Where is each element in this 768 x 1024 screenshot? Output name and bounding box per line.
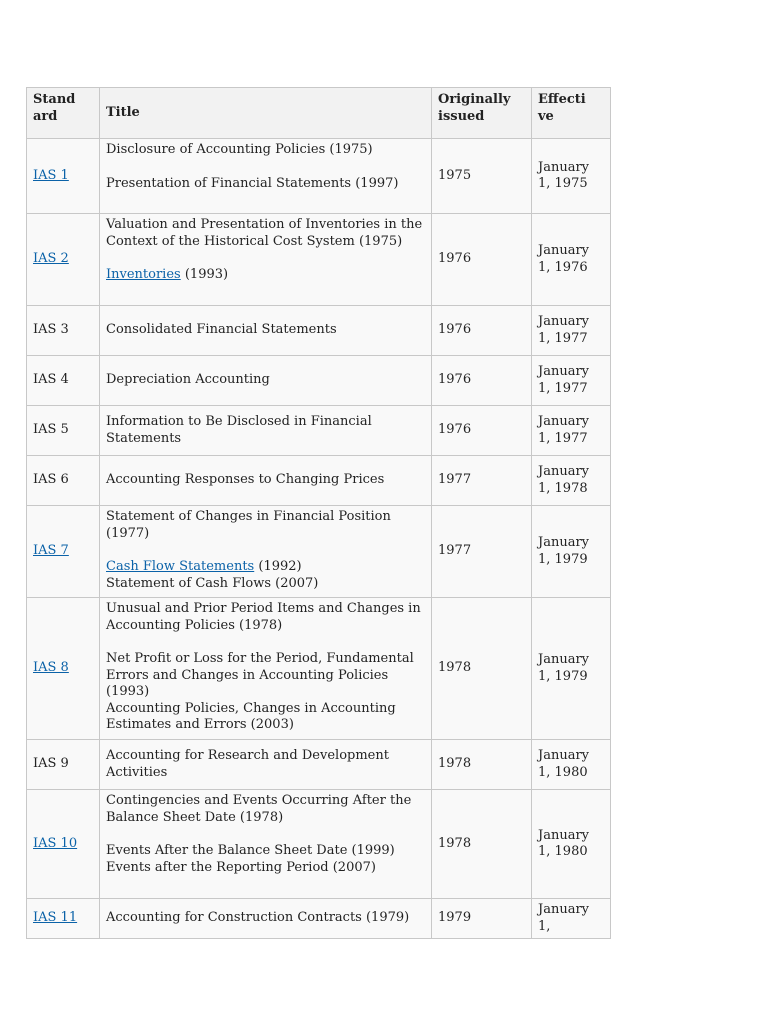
title-text: (1992) (254, 559, 302, 574)
title-line (106, 860, 425, 877)
standard-cell (27, 899, 100, 939)
header-title: Title (100, 88, 432, 139)
title-line (106, 322, 425, 339)
title-text: Events after the Reporting Period (2007) (106, 859, 376, 875)
title-link[interactable]: Inventories (106, 267, 181, 282)
originally-issued-cell: 1977 (432, 456, 532, 506)
standard-cell (27, 406, 100, 456)
standard-cell (27, 214, 100, 306)
title-text: Statement of Cash Flows (2007) (106, 575, 319, 591)
originally-issued-cell: 1976 (432, 214, 532, 306)
standard-label: IAS 9 (33, 756, 69, 772)
title-line (106, 509, 425, 542)
title-spacer (106, 826, 425, 843)
standard-link[interactable]: IAS 1 (33, 167, 69, 183)
originally-issued-cell: 1977 (432, 506, 532, 598)
standard-cell (27, 356, 100, 406)
title-text: Accounting Policies, Changes in Accounting Estimates and Errors (2003) (106, 700, 396, 732)
standard-cell (27, 456, 100, 506)
originally-issued-cell: 1978 (432, 598, 532, 740)
title-spacer (106, 159, 425, 176)
title-line (106, 267, 425, 284)
effective-cell: January 1, 1980 (532, 790, 611, 899)
effective-cell: January 1, 1977 (532, 356, 611, 406)
title-line (106, 176, 425, 193)
standard-cell (27, 790, 100, 899)
standard-label: IAS 5 (33, 422, 69, 438)
title-cell (100, 790, 432, 899)
title-line (106, 748, 425, 781)
title-text: Depreciation Accounting (106, 372, 270, 388)
table-row (27, 214, 611, 306)
originally-issued-cell: 1978 (432, 740, 532, 790)
standard-link[interactable]: IAS 8 (33, 660, 69, 676)
standard-label: IAS 4 (33, 372, 69, 388)
title-line (106, 910, 425, 927)
standard-cell (27, 306, 100, 356)
title-text: Contingencies and Events Occurring After the Balance Sheet Date (1978) (106, 793, 412, 825)
title-line (106, 472, 425, 489)
title-line (106, 372, 425, 389)
title-line (106, 601, 425, 634)
effective-cell: January 1, 1975 (532, 139, 611, 214)
title-text: (1993) (180, 267, 229, 282)
standard-cell (27, 740, 100, 790)
table-row (27, 899, 611, 939)
title-text: Events After the Balance Sheet Date (1999) (106, 843, 395, 858)
title-cell (100, 139, 432, 214)
effective-cell: January 1, 1977 (532, 306, 611, 356)
title-cell (100, 740, 432, 790)
table-row (27, 506, 611, 598)
title-text: Accounting for Construction Contracts (1979) (106, 910, 410, 926)
title-text: Disclosure of Accounting Policies (1975) (106, 142, 373, 157)
table-row (27, 139, 611, 214)
standard-link[interactable]: IAS 7 (33, 543, 69, 559)
title-line (106, 843, 425, 860)
table-row (27, 306, 611, 356)
title-line (106, 701, 425, 734)
title-spacer (106, 542, 425, 559)
header-originally-issued: Originally issued (432, 88, 532, 139)
title-line (106, 414, 425, 447)
title-cell (100, 406, 432, 456)
originally-issued-cell: 1979 (432, 899, 532, 939)
standard-cell (27, 139, 100, 214)
title-cell (100, 356, 432, 406)
title-spacer (106, 634, 425, 651)
title-text: Presentation of Financial Statements (1997) (106, 175, 399, 191)
title-line (106, 651, 425, 701)
title-cell (100, 506, 432, 598)
title-line (106, 217, 425, 250)
effective-cell: January 1, 1979 (532, 506, 611, 598)
title-line (106, 142, 425, 159)
title-cell (100, 456, 432, 506)
originally-issued-cell: 1976 (432, 406, 532, 456)
title-line (106, 559, 425, 576)
standard-cell (27, 506, 100, 598)
originally-issued-cell: 1976 (432, 306, 532, 356)
originally-issued-cell: 1978 (432, 790, 532, 899)
standard-cell (27, 598, 100, 740)
title-text: Accounting for Research and Development Activities (106, 748, 389, 780)
table-row (27, 598, 611, 740)
title-line (106, 793, 425, 826)
originally-issued-cell: 1976 (432, 356, 532, 406)
title-text: Net Profit or Loss for the Period, Fundamental Errors and Changes in Accounting Policies (1993) (106, 651, 414, 699)
title-cell (100, 899, 432, 939)
effective-cell: January 1, 1977 (532, 406, 611, 456)
effective-cell: January 1, (532, 899, 611, 939)
standard-link[interactable]: IAS 10 (33, 835, 78, 851)
title-cell (100, 598, 432, 740)
title-text: Consolidated Financial Statements (106, 322, 337, 338)
title-text: Valuation and Presentation of Inventories in the Context of the Historical Cost System (1975) (106, 217, 423, 249)
table-header-row (27, 88, 611, 139)
title-link[interactable]: Cash Flow Statements (106, 559, 255, 574)
header-standard: Stand ard (27, 88, 100, 139)
title-text: Information to Be Disclosed in Financial Statements (106, 414, 372, 446)
standard-label: IAS 6 (33, 472, 69, 488)
originally-issued-cell: 1975 (432, 139, 532, 214)
effective-cell: January 1, 1978 (532, 456, 611, 506)
table-row (27, 456, 611, 506)
table-row (27, 740, 611, 790)
table-row (27, 356, 611, 406)
title-spacer (106, 250, 425, 267)
standard-link[interactable]: IAS 2 (33, 251, 69, 267)
title-cell (100, 306, 432, 356)
ias-standards-table (26, 87, 611, 939)
table-body (27, 139, 611, 939)
table-row (27, 790, 611, 899)
table-row (27, 406, 611, 456)
effective-cell: January 1, 1979 (532, 598, 611, 740)
title-text: Accounting Responses to Changing Prices (106, 472, 385, 488)
title-text: Unusual and Prior Period Items and Changes in Accounting Policies (1978) (106, 601, 421, 633)
standard-link[interactable]: IAS 11 (33, 910, 78, 926)
title-cell (100, 214, 432, 306)
effective-cell: January 1, 1980 (532, 740, 611, 790)
standard-label: IAS 3 (33, 322, 69, 338)
header-effective: Effecti ve (532, 88, 611, 139)
title-line (106, 576, 425, 593)
title-text: Statement of Changes in Financial Position (1977) (106, 509, 391, 541)
effective-cell: January 1, 1976 (532, 214, 611, 306)
